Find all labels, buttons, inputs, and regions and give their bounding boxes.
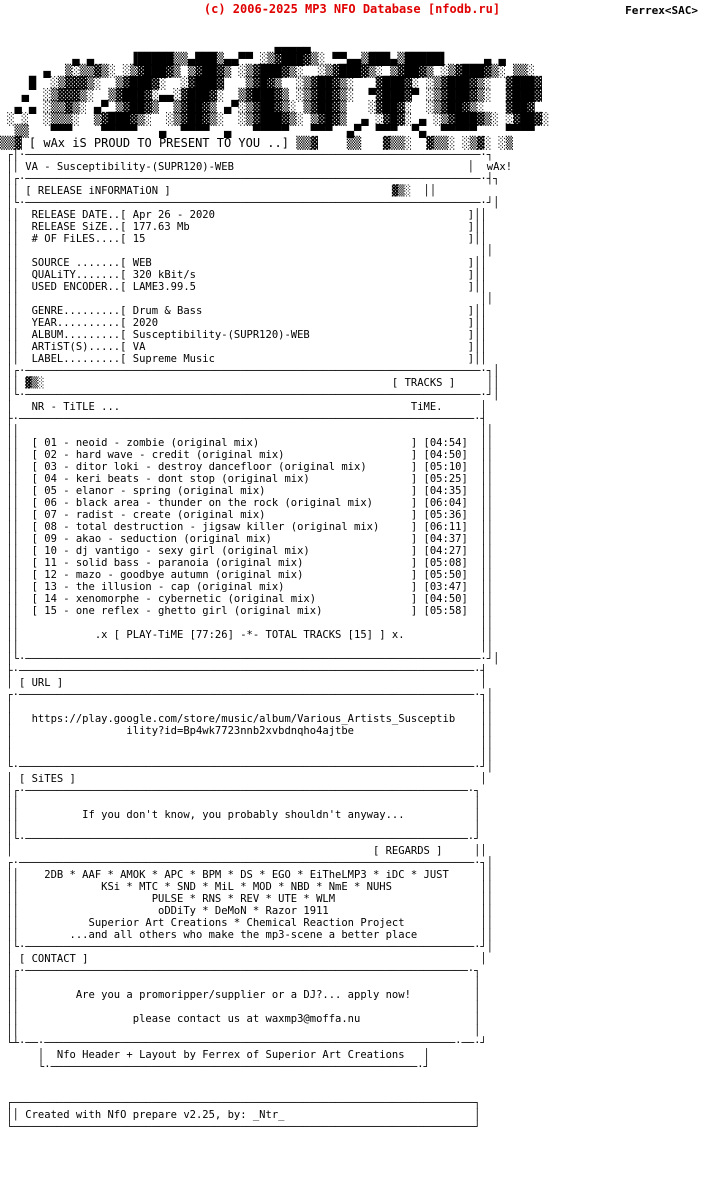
ri-spacer: ││ ││ (0, 245, 494, 257)
ascii-logo-line: ▄ ▒░▒▒▓▒░ ░▒▓███▓▒ ▒▓██▓▒ ░▒▓███▓▒░ ░▒▓███▓▒░ ▒▓██▓▒ ░▒▓███▓▒░ ▒▒░ (0, 64, 571, 78)
sites-spacer-2: ││ │ (0, 821, 487, 833)
contact-line-2[interactable]: ││ please contact us at waxmp3@moffa.nu │ (0, 1013, 487, 1025)
regards-box-bottom: │└·───────────────────────────────────────────────────────────────────────·┘│ (0, 941, 494, 953)
sites-line: ││ If you don't know, you probably shouldn't anyway... │ (0, 809, 487, 821)
contact-box-bottom: └┴·──·─────────────────────────────────────────────────────────────────·──·┘ (0, 1037, 494, 1049)
track-row: ││ [ 15 - one reflex - ghetto girl (original mix) ] [05:58] ││ (0, 605, 494, 617)
contact-box-top: │┌·──────────────────────────────────────────────────────────────────────·┐ (0, 965, 487, 977)
ri-field: ││ ARTiST(S).....[ VA ]││ (0, 341, 487, 353)
created-box-top: ┌─────────────────────────────────────────────────────────────────────────┐ (0, 1097, 481, 1109)
ri-field: ││ QUALiTY.......[ 320 kBit/s ]││ (0, 269, 487, 281)
created-with-line: ││ Created with NfO prepare v2.25, by: _Ntr_ │ (0, 1109, 481, 1121)
url-line-2[interactable]: │ ility?id=Bp4wk7723nnb2xvbdnqho4ajtbe ││ (0, 725, 494, 737)
ri-spacer: ││ ││ (0, 293, 494, 305)
track-row: ││ [ 09 - akao - seduction (original mix) ] [04:37] ││ (0, 533, 494, 545)
ascii-logo-line: ▒▒ ▀▀▀ ▀▀▀▀▀ ▄ ▀▀▀▀ ▄ ▀▀▀▀▀ ▀▀▀ ▄▀ ▀▀▀ ▀▄ ▀▀▀▀▀ ▀▀▀▀ (0, 124, 564, 138)
section-title-release-information: ││ [ RELEASE iNFORMATiON ] ▓▒░ ││ (0, 185, 437, 197)
regards-line: ││ KSi * MTC * SND * MiL * MOD * NBD * NmE * NUHS ││ (0, 881, 494, 893)
contact-spacer-1: ││ │ (0, 977, 487, 989)
url-spacer-2: │ ││ (0, 737, 494, 749)
track-row: ││ [ 12 - mazo - goodbye autumn (original mix) ] [05:50] ││ (0, 569, 494, 581)
ri-field: ││ YEAR..........[ 2020 ]││ (0, 317, 487, 329)
tracks-columns: │ NR - TiTLE ... TiME. │ (0, 401, 487, 413)
ri-field: ││ # OF FiLES....[ 15 ]││ (0, 233, 487, 245)
section-title-url: │ [ URL ] │ (0, 677, 487, 689)
track-row: ││ [ 02 - hard wave - credit (original mix) ] [04:50] ││ (0, 449, 494, 461)
track-row: ││ [ 05 - elanor - spring (original mix) ] [04:35] ││ (0, 485, 494, 497)
tracks-hdr-top: │└·────────────────────────────────────────────────────────────────────────·┘│ (0, 389, 500, 401)
release-title-box-bottom: │┌·────────────────────────────────────────────────────────────────────────·┤┐ (0, 173, 538, 185)
artist-credit-tag: Ferrex<SAC> (625, 4, 698, 17)
sites-box-top: │┌·──────────────────────────────────────────────────────────────────────·┐ (0, 785, 487, 797)
footer-credit-rule: └·──────────────────────────────────────────────────────────·┘ (0, 1061, 443, 1073)
footer-layout-credit: │ Nfo Header + Layout by Ferrex of Superior Art Creations │ (0, 1049, 443, 1061)
ascii-logo-line: ▄ ░▒▓▓▓▒░ ▒▓███▓░▄▄░▓███▓░ ▒▓███▓▒ ░▒▓██▓▒░ ▀▓███▓▀ ░▒▓███▓▒░ ▓███▓ (0, 88, 571, 102)
url-spacer-1: │ ││ (0, 701, 494, 713)
ri-box-top: │└·────────────────────────────────────────────────────────────────────────·┘│ (0, 197, 500, 209)
tracks-summary: ││ .x [ PLAY-TiME [77:26] -*- TOTAL TRACKS [15] ] x. ││ (0, 629, 494, 641)
release-title-box-top: ┌│·────────────────────────────────────────────────────────────────────────·┐ (0, 149, 544, 161)
sites-spacer-1: ││ │ (0, 797, 487, 809)
tracks-spacer-top: ││ ││ (0, 425, 494, 437)
section-title-contact: │ [ CONTACT ] │ (0, 953, 487, 965)
url-box-bottom: └·────────────────────────────────────────────────────────────────────────·┘│ (0, 761, 494, 773)
tracks-spacer-a: ││ ││ (0, 617, 494, 629)
track-row: ││ [ 08 - total destruction - jigsaw killer (original mix) ] [06:11] ││ (0, 521, 494, 533)
ri-field: ││ USED ENCODER..[ LAME3.99.5 ]││ (0, 281, 487, 293)
contact-spacer-2: ││ │ (0, 1001, 487, 1013)
tracks-box-bottom: │└·────────────────────────────────────────────────────────────────────────·┘│ (0, 653, 500, 665)
url-spacer-3: │ ││ (0, 749, 494, 761)
release-title: ││ VA - Susceptibility-(SUPR120)-WEB │ wAx! (0, 161, 513, 173)
footer-gap-1 (0, 1073, 704, 1085)
track-row: ││ [ 07 - radist - create (original mix) ] [05:36] ││ (0, 509, 494, 521)
regards-line: ││ oDDiTy * DeMoN * Razor 1911 ││ (0, 905, 494, 917)
ascii-logo-line: ▄▄▄▄▄ (0, 40, 578, 54)
section-title-sites: │ [ SiTES ] │ (0, 773, 487, 785)
url-line-1[interactable]: │ https://play.google.com/store/music/album/Various_Artists_Susceptib ││ (0, 713, 494, 725)
tracks-box-top: ├·────────────────────────────────────────────────────────────────────────·┤ (0, 413, 487, 425)
presents-banner: ▒▒▓ [ wAx iS PROUD TO PRESENT TO YOU ..] ▒▒▓ ▒▒ ▓▒▒░ ▓▒▒░ ░▒▓░ ░▒ (0, 136, 513, 150)
created-box-bottom: └─────────────────────────────────────────────────────────────────────────┘ (0, 1121, 481, 1133)
regards-line: ││ PULSE * RNS * REV * UTE * WLM ││ (0, 893, 494, 905)
ascii-logo-line: ▄ ▄ ▐█████▒▒▄███▒▄▄▀▀ ░▒▓███▓▒░ ▀▀▄▄▒███▄▒█████▌ ▄ ▄ (0, 52, 578, 66)
regards-line: ││ 2DB * AAF * AMOK * APC * BPM * DS * EGO * EiTheLMP3 * iDC * JUST ││ (0, 869, 494, 881)
regards-line: ││ Superior Art Creations * Chemical Reaction Project ││ (0, 917, 494, 929)
track-row: ││ [ 11 - solid bass - paranoia (original mix) ] [05:08] ││ (0, 557, 494, 569)
nfo-body (0, 17, 704, 1157)
section-title-tracks: ││ ▓▒░ [ TRACKS ] ││ (0, 377, 500, 389)
track-row: ││ [ 06 - black area - thunder on the rock (original mix) ] [06:04] ││ (0, 497, 494, 509)
ri-field: ││ ALBUM.........[ Susceptibility-(SUPR120)-WEB ]││ (0, 329, 487, 341)
ri-field: ││ RELEASE SiZE..[ 177.63 Mb ]││ (0, 221, 487, 233)
track-row: ││ [ 14 - xenomorphe - cybernetic (original mix) ] [04:50] ││ (0, 593, 494, 605)
footer-gap-2 (0, 1085, 704, 1097)
ri-field: ││ LABEL.........[ Supreme Music ]││ (0, 353, 487, 365)
track-row: ││ [ 01 - neoid - zombie (original mix) ] [04:54] ││ (0, 437, 494, 449)
contact-line-1: ││ Are you a promoripper/supplier or a DJ?... apply now! │ (0, 989, 487, 1001)
section-title-regards: │ [ REGARDS ] ││ (0, 845, 487, 857)
regards-box-top: ┌·────────────────────────────────────────────────────────────────────────·┐│ (0, 857, 494, 869)
ascii-logo-line: █ ░▒▓▓▓▒░ ▒▓███▓░ ░▓███▓ ▒▓█▓▒ ░▒▓██▓▒░ ▓███▓░ ░▒▓███▓▒░ ▓███▓ (0, 76, 571, 90)
track-row: ││ [ 04 - keri beats - dont stop (original mix) ] [05:25] ││ (0, 473, 494, 485)
ascii-logo-line: ▄ ▄ ░▒▒▓▒░ ▄▀ ▒▓██▓▒ ▒▓██▓▒ ▄▀░▒▓██▓▒░ ▒▓██▓▒ ░▓██▓░ ░▒▓██▓▒░ ▓██▓ (0, 100, 571, 114)
track-row: ││ [ 13 - the illusion - cap (original mix) ] [03:47] ││ (0, 581, 494, 593)
ri-box-bottom: │┌·────────────────────────────────────────────────────────────────────────·┐│ (0, 365, 500, 377)
url-rule-top: ├·────────────────────────────────────────────────────────────────────────·┤ (0, 665, 487, 677)
sites-box-bottom: │└·──────────────────────────────────────────────────────────────────────·┘ (0, 833, 487, 845)
contact-spacer-3: ││ │ (0, 1025, 487, 1037)
regards-line: ││ ...and all others who make the mp3-scene a better place ││ (0, 929, 494, 941)
track-row: ││ [ 03 - ditor loki - destroy dancefloor (original mix) ] [05:10] ││ (0, 461, 494, 473)
tracks-spacer-b: ││ ││ (0, 641, 494, 653)
ri-field: ││ RELEASE DATE..[ Apr 26 - 2020 ]││ (0, 209, 487, 221)
nfodb-copyright-banner: (c) 2006-2025 MP3 NFO Database [nfodb.ru] (203, 2, 501, 16)
ri-field: ││ GENRE.........[ Drum & Bass ]││ (0, 305, 487, 317)
ascii-logo-line: ░ ░ ░▒▒▒░ ▒▓███▓▒░ ░▒▓██▓▒░ ░▒▓███▓▒░ ▒▓█▓▒ ▄ ░▓█▓░ ▄ ░▒▓███▓▒░ ░▓██▓░ (0, 112, 571, 126)
ri-field: ││ SOURCE .......[ WEB ]││ (0, 257, 487, 269)
url-box-top: ┌·────────────────────────────────────────────────────────────────────────·┐│ (0, 689, 494, 701)
track-row: ││ [ 10 - dj vantigo - sexy girl (original mix) ] [04:27] ││ (0, 545, 494, 557)
